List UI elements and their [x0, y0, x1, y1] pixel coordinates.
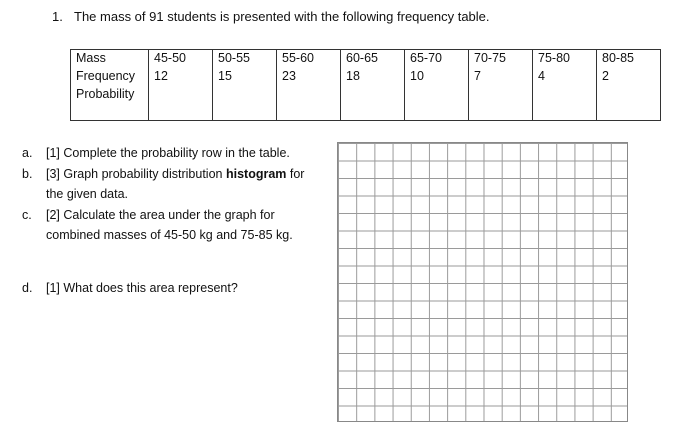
mass-cell: 55-60 — [277, 50, 341, 68]
mass-cell: 70-75 — [469, 50, 533, 68]
part-text-main: [1] What does this area represent? — [46, 280, 238, 295]
part-text-bold: histogram — [225, 166, 287, 181]
part-c — [22, 205, 322, 246]
part-letter: d. — [22, 280, 33, 295]
part-b — [22, 164, 322, 205]
part-text-main: [2] Calculate the area under the graph for combined masses of 45-50 kg and 75-85 kg. — [46, 207, 293, 242]
frequency-cell: 23 — [277, 68, 341, 86]
mass-row — [71, 50, 661, 68]
probability-cell — [213, 86, 277, 121]
mass-cell: 50-55 — [213, 50, 277, 68]
probability-row — [71, 86, 661, 121]
part-text — [46, 205, 322, 246]
probability-cell — [341, 86, 405, 121]
graph-paper-grid — [337, 142, 628, 422]
question-number: 1. — [52, 9, 63, 24]
row-label-probability: Probability — [71, 86, 149, 121]
frequency-cell: 15 — [213, 68, 277, 86]
frequency-cell: 4 — [533, 68, 597, 86]
probability-cell — [597, 86, 661, 121]
frequency-cell: 12 — [149, 68, 213, 86]
part-letter: b. — [22, 166, 33, 181]
part-letter: c. — [22, 207, 32, 222]
frequency-cell: 7 — [469, 68, 533, 86]
mass-cell: 45-50 — [149, 50, 213, 68]
part-text — [46, 164, 322, 205]
probability-cell — [533, 86, 597, 121]
probability-cell — [469, 86, 533, 121]
probability-cell — [405, 86, 469, 121]
part-letter: a. — [22, 146, 33, 160]
mass-cell: 80-85 — [597, 50, 661, 68]
row-label-frequency: Frequency — [71, 68, 149, 86]
frequency-table — [70, 49, 661, 121]
part-text-main: [1] Complete the probability row in the table. — [46, 146, 290, 160]
part-text-tail: for the given data. — [46, 166, 305, 201]
mass-cell: 60-65 — [341, 50, 405, 68]
frequency-cell: 2 — [597, 68, 661, 86]
part-text-main: [3] Graph probability distribution — [46, 166, 226, 181]
part-text — [46, 278, 322, 299]
question-text: The mass of 91 students is presented with the following frequency table. — [74, 9, 490, 24]
part-text — [46, 143, 322, 164]
row-label-mass: Mass — [71, 50, 149, 68]
frequency-cell: 10 — [405, 68, 469, 86]
probability-cell — [149, 86, 213, 121]
mass-cell: 65-70 — [405, 50, 469, 68]
frequency-row — [71, 68, 661, 86]
frequency-cell: 18 — [341, 68, 405, 86]
probability-cell — [277, 86, 341, 121]
part-d — [22, 278, 322, 299]
part-a — [22, 143, 322, 164]
question-parts — [22, 143, 322, 298]
question-title — [52, 9, 490, 24]
mass-cell: 75-80 — [533, 50, 597, 68]
